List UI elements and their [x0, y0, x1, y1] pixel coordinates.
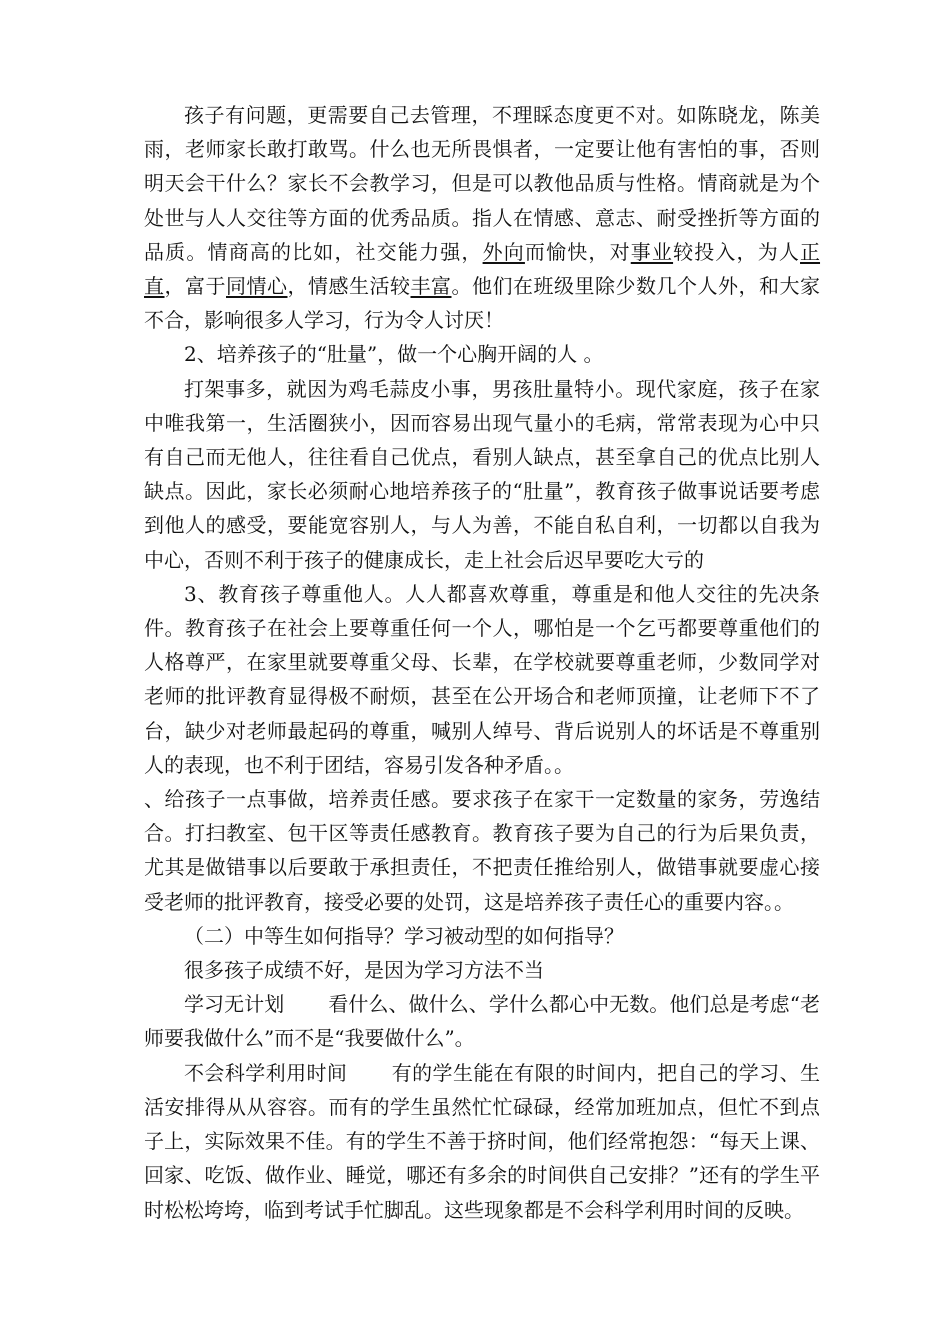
term-text: 看什么、做什么、学什么都心中无数。他们总是考虑“老师要我做什么”而不是“我要做什么”。: [144, 992, 820, 1051]
paragraph-time-usage: [144, 1056, 820, 1227]
underlined-term: 同情心: [226, 274, 288, 299]
text-run: 。他们在班级里除少数几个人外，和大家不合，影响很多人学习，行为令人讨厌！: [144, 274, 820, 333]
document-page: [144, 98, 820, 1227]
paragraph-respect-others: 3、教育孩子尊重他人。人人都喜欢尊重，尊重是和他人交往的先决条件。教育孩子在社会上要尊重任何一个人，哪怕是一个乞丐都要尊重他们的人格尊严，在家里就要尊重父母、长辈，在学校就要尊重老师，少数同学对老师的批评教育显得极不耐烦，甚至在公开场合和老师顶撞，让老师下不了台，缺少对老师最起码的尊重，喊别人绰号、背后说别人的坏话是不尊重别人的表现，也不利于团结，容易引发各种矛盾。。: [144, 581, 820, 777]
text-run: 而愉快，对: [524, 239, 631, 264]
text-run: 孩子有问题，更需要自己去管理，不理睬态度更不对。如陈晓龙，陈美雨，老师家长敢打敢骂。什么也无所畏惧者，一定要让他有害怕的事，否则明天会干什么？家长不会教学习，但是可以教他品质与性格。情商就是为个处世与人人交往等方面的优秀品质。指人在情感、意志、耐受挫折等方面的品质。情商高的比如，社交能力强，: [144, 103, 820, 264]
underlined-term: 正直: [144, 239, 821, 299]
text-run: ，富于: [164, 274, 226, 299]
underlined-term: 外向: [482, 239, 525, 264]
term-label: 学习无计划: [184, 992, 285, 1017]
paragraph-emotional-quality: [144, 98, 820, 337]
text-run: 较投入，为人: [673, 239, 801, 264]
text-run: ，情感生活较: [287, 274, 411, 299]
paragraph-responsibility: 、给孩子一点事做，培养责任感。要求孩子在家干一定数量的家务，劳逸结合。打扫教室、包干区等责任感教育。教育孩子要为自己的行为后果负责，尤其是做错事以后要敢于承担责任，不把责任推给别人，做错事就要虚心接受老师的批评教育，接受必要的处罚，这是培养孩子责任心的重要内容。。: [144, 787, 820, 914]
paragraph-study-method: 很多孩子成绩不好，是因为学习方法不当: [184, 958, 544, 983]
heading-magnanimity: 2、培养孩子的“肚量”，做一个心胸开阔的人 。: [184, 342, 604, 367]
section-heading-middle-students: （二）中等生如何指导？学习被动型的如何指导？: [184, 923, 624, 948]
underlined-term: 事业: [630, 239, 674, 264]
term-text: 有的学生能在有限的时间内，把自己的学习、生活安排得从从容容。而有的学生虽然忙忙碌碌，经常加班加点，但忙不到点子上，实际效果不佳。有的学生不善于挤时间，他们经常抱怨：“每天上课、回家、吃饭、做作业、睡觉，哪还有多余的时间供自己安排？”还有的学生平时松松垮垮，临到考试手忙脚乱。这些现象都是不会科学利用时间的反映。: [144, 1060, 821, 1222]
underlined-term: 丰富: [410, 274, 452, 299]
term-label: 不会科学利用时间: [184, 1060, 348, 1085]
paragraph-no-plan: [144, 987, 820, 1055]
paragraph-magnanimity: 打架事多，就因为鸡毛蒜皮小事，男孩肚量特小。现代家庭，孩子在家中唯我第一，生活圈狭小，因而容易出现气量小的毛病，常常表现为心中只有自己而无他人，往往看自己优点，看别人缺点，甚至拿自己的优点比别人缺点。因此，家长必须耐心地培养孩子的“肚量”，教育孩子做事说话要考虑到他人的感受，要能宽容别人，与人为善，不能自私自利，一切都以自我为中心，否则不利于孩子的健康成长，走上社会后迟早要吃大亏的: [144, 376, 820, 572]
